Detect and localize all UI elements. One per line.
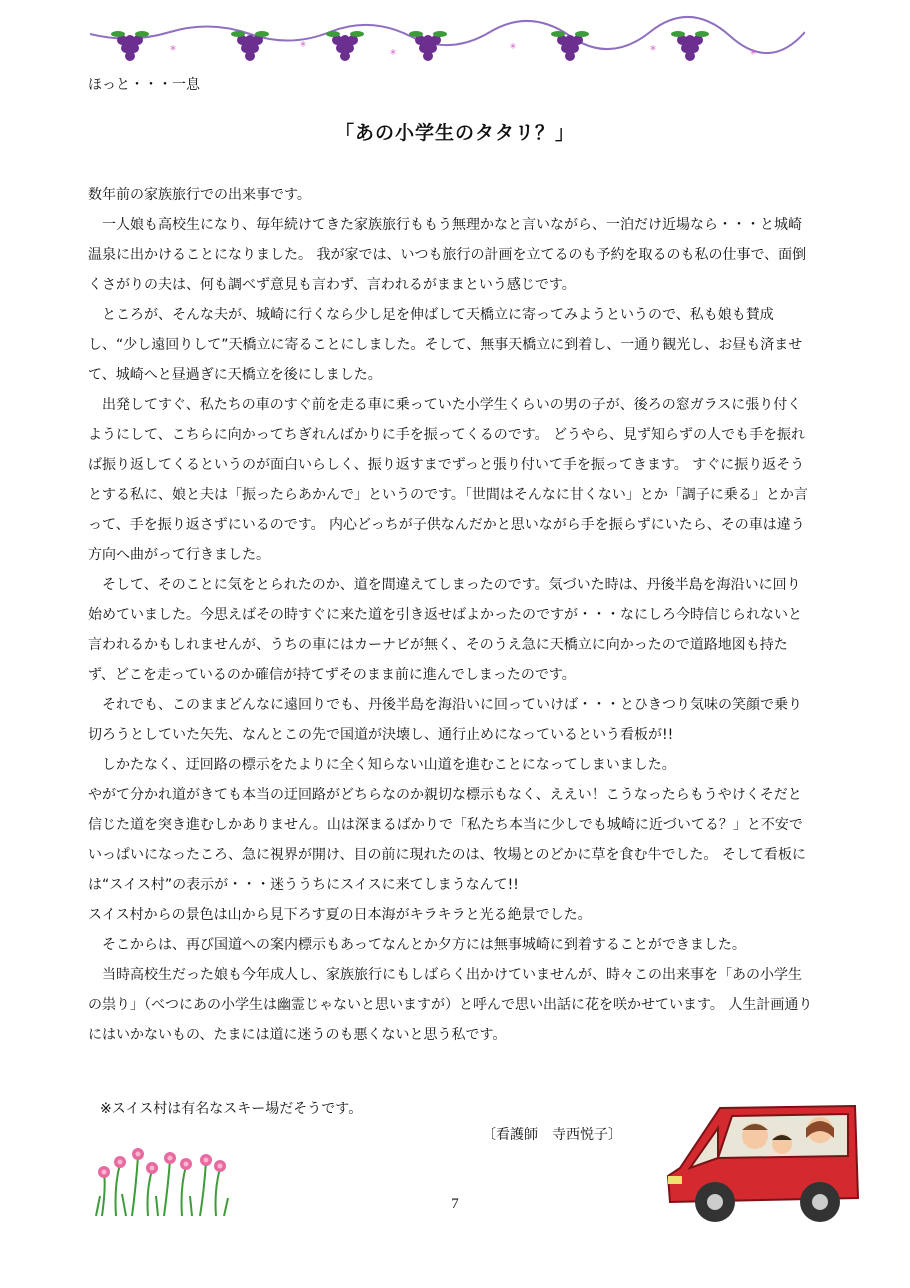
svg-text:*: * [170, 43, 176, 57]
red-car-family-icon [660, 1098, 860, 1228]
svg-text:*: * [390, 47, 396, 61]
paragraph: スイス村からの景色は山から見下ろす夏の日本海がキラキラと光る絶景でした。 [88, 907, 592, 923]
paragraph: 一人娘も高校生になり、毎年続けてきた家族旅行ももう無理かなと言いながら、一泊だけ近場なら・・・と城崎温泉に出かけることになりました。 我が家では、いつも旅行の計画を立てるのも予約を取るのも私の仕事で、面倒くさがりの夫は、何も調べず意見も言わず、言われるがままという感じです。 [88, 217, 807, 293]
page-number: 7 [451, 1196, 459, 1212]
footnote: ※スイス村は有名なスキー場だそうです。 [100, 1101, 363, 1117]
grape-vine-border-icon [90, 14, 805, 74]
paragraph: やがて分かれ道がきても本当の迂回路がどちらなのか親切な標示もなく、ええい！こうなったらもうやけくそだと信じた道を突き進むしかありません。山は深まるばかりで「私たち本当に少しでも城崎に近づいてる？」と不安でいっぱいになったころ、急に視界が開け、目の前に現れたのは、牧場とのどかに草を食む牛でした。 そして看板には“スイス村”の表示が・・・迷ううちにスイスに来てしまうなんて!! [88, 787, 806, 893]
paragraph: 数年前の家族旅行での出来事です。 [88, 187, 311, 203]
svg-text:*: * [300, 39, 306, 53]
svg-text:*: * [750, 47, 756, 61]
svg-text:*: * [510, 41, 516, 55]
paragraph: 出発してすぐ、私たちの車のすぐ前を走る車に乗っていた小学生くらいの男の子が、後ろの窓ガラスに張り付くようにして、こちらに向かってちぎれんばかりに手を振ってくるのです。 どうやら、見ず知らずの人でも手を振れば振り返してくるというのが面白いらしく、振り返すまでずっと張り付いて手を振ってきます。 すぐに振り返そうとする私に、娘と夫は「振ったらあかんで」というのです。「世間はそんなに甘くない」とか「調子に乗る」とか言って、手を振り返さずにいるのです。 内心どっちが子供なんだかと思いながら手を振らずにいたら、その車は違う方向へ曲がって行きました。 [88, 397, 808, 563]
paragraph: それでも、このままどんなに遠回りでも、丹後半島を海沿いに回っていけば・・・とひきつり気味の笑顔で乗り切ろうとしていた矢先、なんとこの先で国道が決壊し、通行止めになっているという看板が!! [88, 697, 802, 743]
paragraph: そして、そのことに気をとられたのか、道を間違えてしまったのです。気づいた時は、丹後半島を海沿いに回り始めていました。今思えばその時すぐに来た道を引き返せばよかったのですが・・・なにしろ今時信じられないと言われるかもしれませんが、うちの車にはカーナビが無く、そのうえ急に天橋立に向かったので道路地図も持たず、どこを走っているのか確信が持てずそのまま前に進んでしまったのです。 [88, 577, 802, 683]
author-credit: 〔看護師 寺西悦子〕 [482, 1127, 622, 1143]
paragraph: 当時高校生だった娘も今年成人し、家族旅行にもしばらく出かけていませんが、時々この出来事を「あの小学生の祟り」（べつにあの小学生は幽霊じゃないと思いますが）と呼んで思い出話に花を咲かせています。 人生計画通りにはいかないもの、たまには道に迷うのも悪くないと思う私です。 [88, 967, 813, 1043]
paragraph: しかたなく、迂回路の標示をたよりに全く知らない山道を進むことになってしまいました。 [88, 757, 676, 773]
paragraph: ところが、そんな夫が、城崎に行くなら少し足を伸ばして天橋立に寄ってみようというので、私も娘も賛成し、“少し遠回りして”天橋立に寄ることにしました。そして、無事天橋立に到着し、一通り観光し、お昼も済ませて、城崎へと昼過ぎに天橋立を後にしました。 [88, 307, 803, 383]
article-body [88, 180, 813, 1050]
article-title: 「あの小学生のタタリ？」 [334, 122, 575, 144]
paragraph: そこからは、再び国道への案内標示もあってなんとか夕方には無事城崎に到着することができました。 [88, 937, 746, 953]
svg-text:*: * [650, 43, 656, 57]
section-label: ほっと・・・一息 [88, 77, 200, 93]
